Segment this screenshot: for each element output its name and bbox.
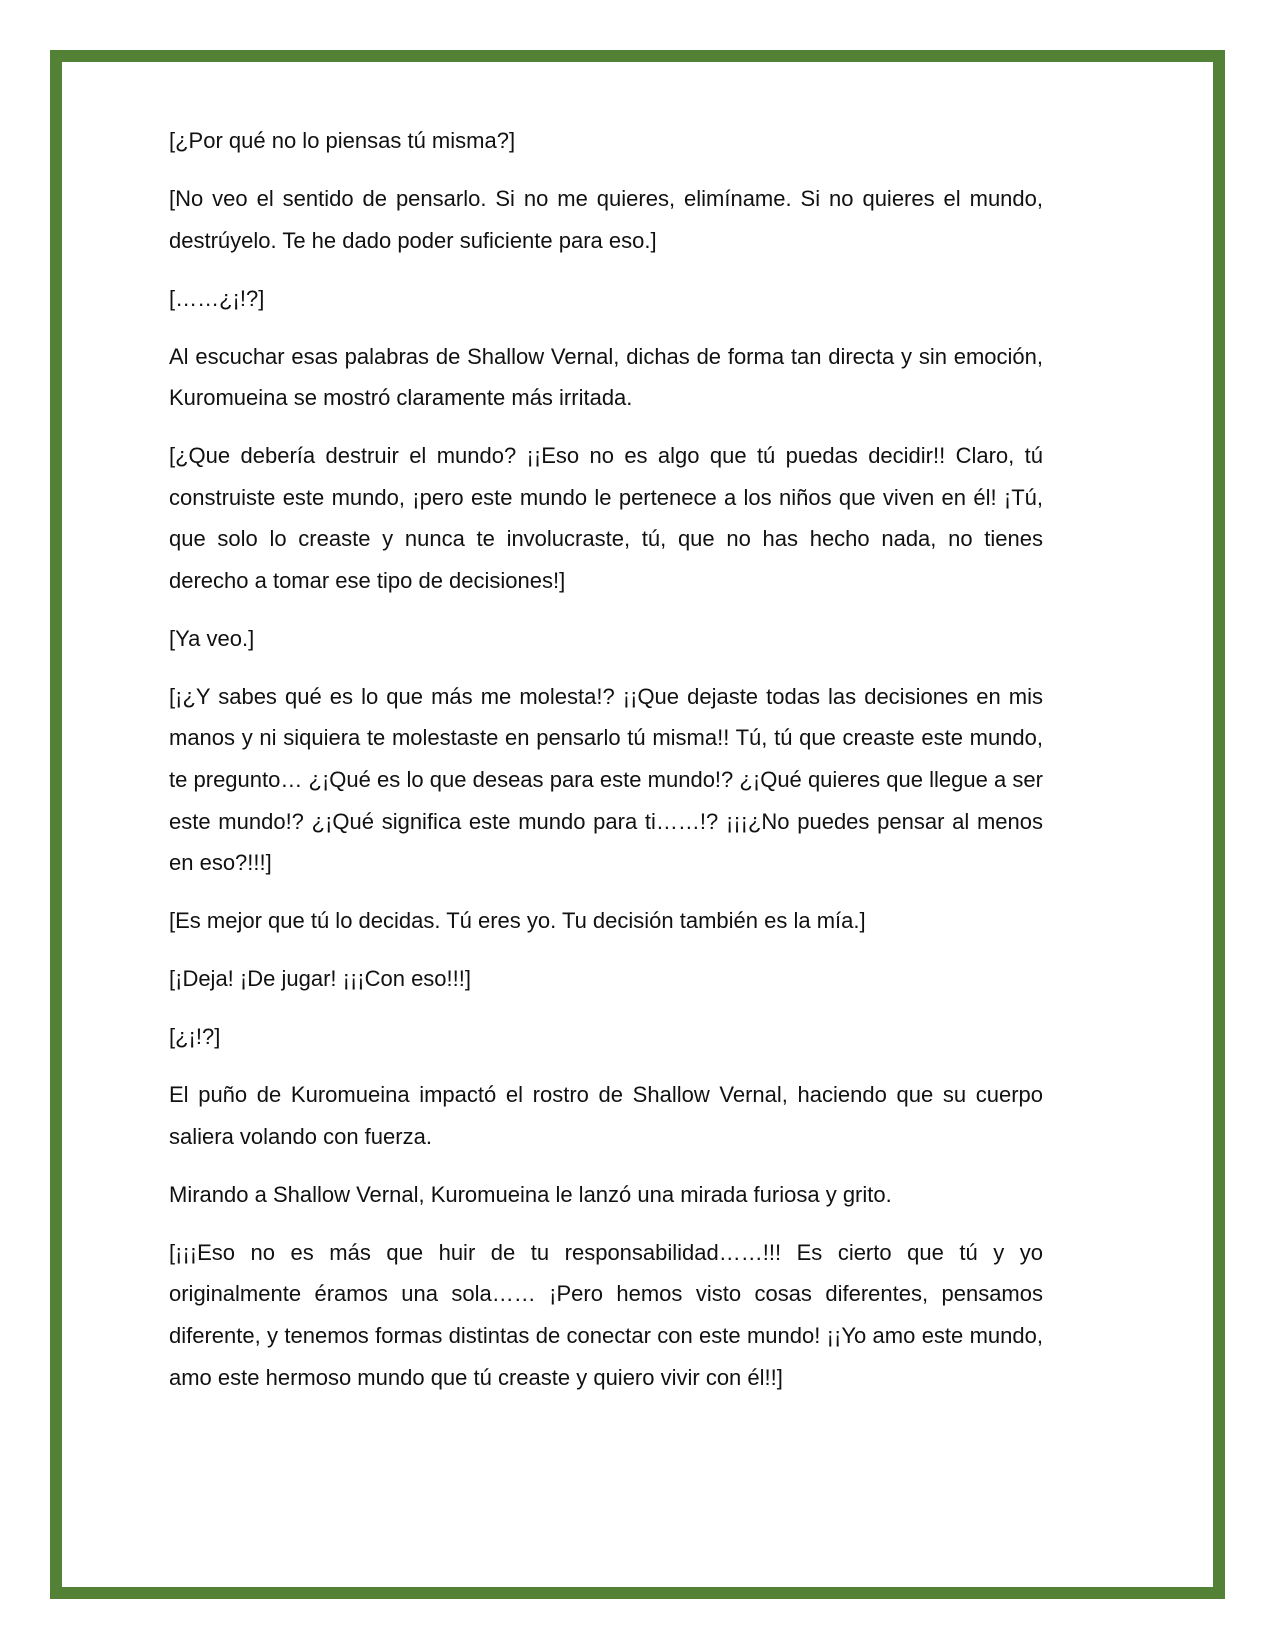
narration-paragraph: Al escuchar esas palabras de Shallow Vernal, dichas de forma tan directa y sin emoción, Kuromueina se mostró claramente más irritada.	[169, 343, 1043, 411]
narration-paragraph: El puño de Kuromueina impactó el rostro de Shallow Vernal, haciendo que su cuerpo saliera volando con fuerza.	[169, 1082, 1043, 1149]
dialogue-paragraph: [Ya veo.]	[169, 625, 255, 651]
document-body	[169, 120, 1043, 1415]
narration-paragraph: Mirando a Shallow Vernal, Kuromueina le lanzó una mirada furiosa y grito.	[169, 1181, 892, 1207]
dialogue-paragraph: [¡Deja! ¡De jugar! ¡¡¡Con eso!!!]	[169, 966, 471, 992]
dialogue-paragraph: [¡¿Y sabes qué es lo que más me molesta!? ¡¡Que dejaste todas las decisiones en mis manos y ni siquiera te molestaste en pensarlo tú misma!! Tú, tú que creaste este mundo, te pregunto… ¿¡Qué es lo que deseas para este mundo!? ¿¡Qué quieres que llegue a ser este mundo!? ¿¡Qué significa este mundo para ti……!? ¡¡¡¿No puedes pensar al menos en eso?!!!]	[169, 683, 1043, 876]
dialogue-paragraph: [¿Por qué no lo piensas tú misma?]	[169, 128, 516, 153]
dialogue-paragraph: [No veo el sentido de pensarlo. Si no me quieres, elimíname. Si no quieres el mundo, destrúyelo. Te he dado poder suficiente para eso.]	[169, 185, 1043, 253]
dialogue-paragraph: [……¿¡!?]	[169, 285, 265, 311]
page-border-frame	[50, 50, 1225, 1599]
dialogue-paragraph: [¿Que debería destruir el mundo? ¡¡Eso no es algo que tú puedas decidir!! Claro, tú construiste este mundo, ¡pero este mundo le pertenece a los niños que viven en él! ¡Tú, que solo lo creaste y nunca te involucraste, tú, que no has hecho nada, no tienes derecho a tomar ese tipo de decisiones!]	[169, 443, 1043, 593]
dialogue-paragraph: [Es mejor que tú lo decidas. Tú eres yo. Tu decisión también es la mía.]	[169, 908, 866, 934]
dialogue-paragraph: [¿¡!?]	[169, 1024, 221, 1050]
dialogue-paragraph: [¡¡¡Eso no es más que huir de tu responsabilidad……!!! Es cierto que tú y yo originalmente éramos una sola…… ¡Pero hemos visto cosas diferentes, pensamos diferente, y tenemos formas distintas de conectar con este mundo! ¡¡Yo amo este mundo, amo este hermoso mundo que tú creaste y quiero vivir con él!!]	[169, 1239, 1043, 1390]
